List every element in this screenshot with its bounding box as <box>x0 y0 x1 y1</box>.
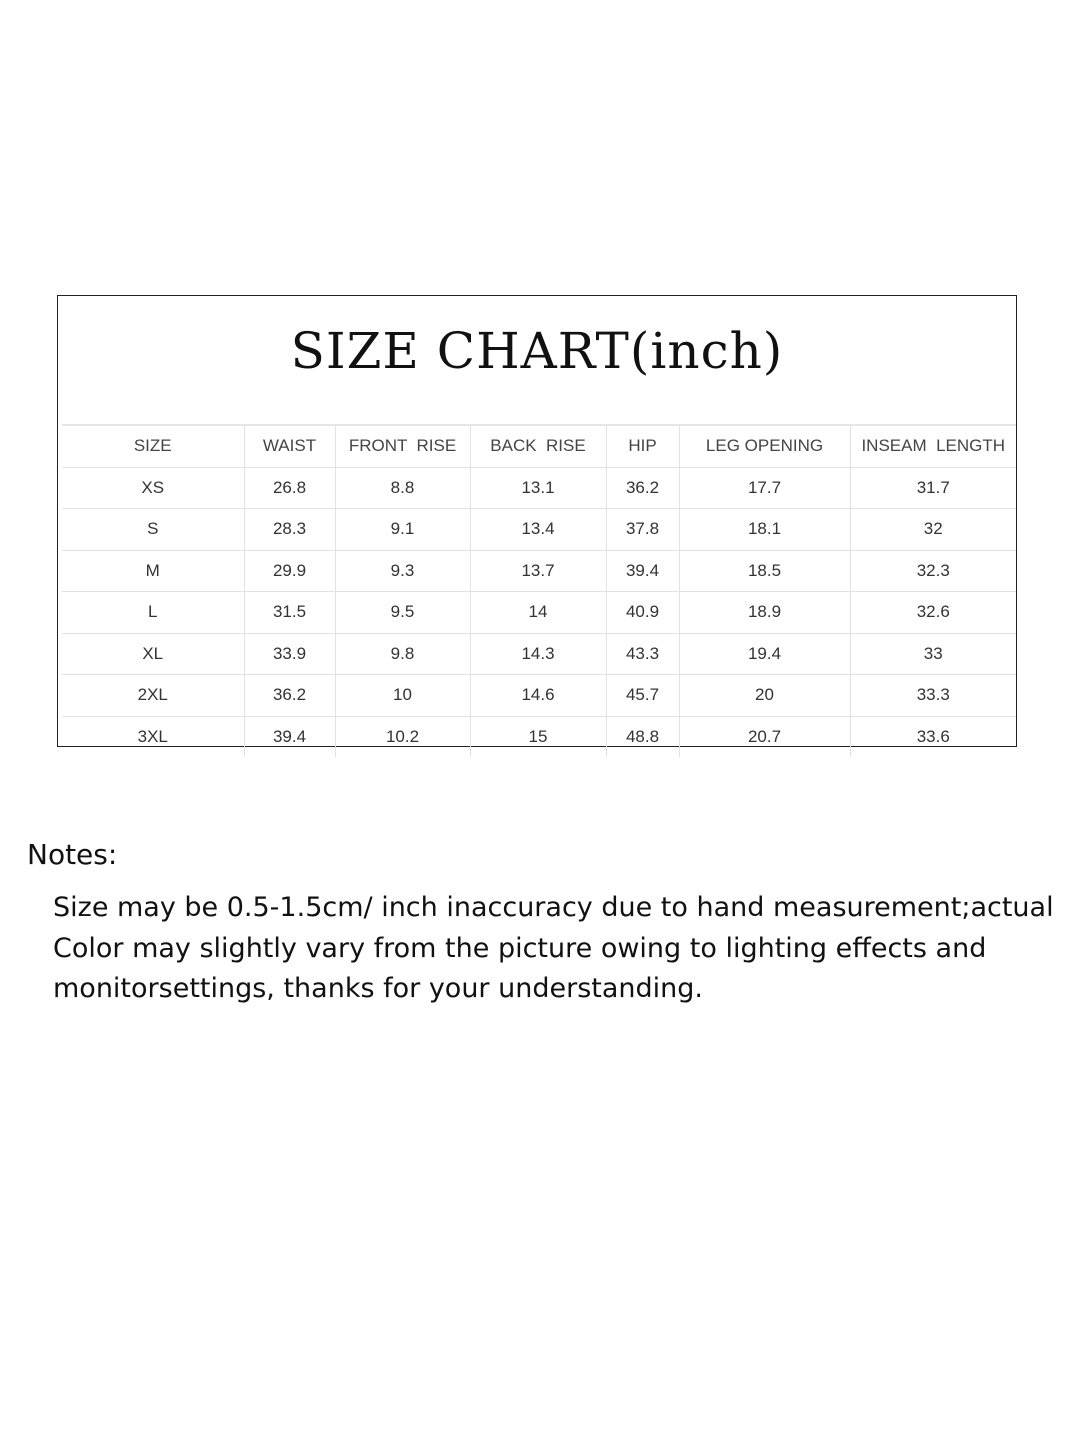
column-header: SIZE <box>62 425 244 467</box>
table-cell: 9.8 <box>335 633 470 675</box>
table-cell: 9.5 <box>335 592 470 634</box>
table-cell: 18.5 <box>679 550 850 592</box>
column-header: FRONT RISE <box>335 425 470 467</box>
table-cell: 28.3 <box>244 509 335 551</box>
table-cell: 26.8 <box>244 467 335 509</box>
notes-line: Color may slightly vary from the picture owing to lighting effects and <box>53 932 987 964</box>
notes-body <box>53 888 1063 1010</box>
table-cell: 20 <box>679 675 850 717</box>
table-row <box>62 592 1016 634</box>
table-cell: 39.4 <box>244 716 335 757</box>
table-cell: 48.8 <box>606 716 679 757</box>
size-chart <box>57 295 1017 747</box>
column-header: BACK RISE <box>470 425 606 467</box>
table-cell: 32.3 <box>850 550 1016 592</box>
table-cell: 20.7 <box>679 716 850 757</box>
table-cell: 39.4 <box>606 550 679 592</box>
table-cell: 10.2 <box>335 716 470 757</box>
table-cell: 40.9 <box>606 592 679 634</box>
table-cell: 33.9 <box>244 633 335 675</box>
column-header: LEG OPENING <box>679 425 850 467</box>
table-cell: 37.8 <box>606 509 679 551</box>
table-cell: 36.2 <box>244 675 335 717</box>
table-cell: M <box>62 550 244 592</box>
table-cell: L <box>62 592 244 634</box>
table-cell: 32 <box>850 509 1016 551</box>
table-cell: 45.7 <box>606 675 679 717</box>
table-cell: 13.7 <box>470 550 606 592</box>
table-cell: 15 <box>470 716 606 757</box>
table-row <box>62 467 1016 509</box>
table-cell: XS <box>62 467 244 509</box>
table-cell: 19.4 <box>679 633 850 675</box>
table-row <box>62 509 1016 551</box>
table-cell: 14 <box>470 592 606 634</box>
table-cell: 32.6 <box>850 592 1016 634</box>
table-cell: 13.4 <box>470 509 606 551</box>
notes-line: monitorsettings, thanks for your understanding. <box>53 973 703 1004</box>
table-cell: 10 <box>335 675 470 717</box>
notes-line: Size may be 0.5-1.5cm/ inch inaccuracy due to hand measurement;actual <box>53 892 1054 923</box>
table-cell: 18.9 <box>679 592 850 634</box>
table-cell: 31.5 <box>244 592 335 634</box>
table-cell: 29.9 <box>244 550 335 592</box>
table-cell: 17.7 <box>679 467 850 509</box>
column-header: WAIST <box>244 425 335 467</box>
table-row <box>62 633 1016 675</box>
table-cell: 2XL <box>62 675 244 717</box>
table-cell: 31.7 <box>850 467 1016 509</box>
table-header-row <box>62 425 1016 467</box>
column-header: INSEAM LENGTH <box>850 425 1016 467</box>
table-cell: S <box>62 509 244 551</box>
table-row <box>62 675 1016 717</box>
table-cell: XL <box>62 633 244 675</box>
table-cell: 36.2 <box>606 467 679 509</box>
chart-title: SIZE CHART(inch) <box>290 322 784 380</box>
table-cell: 18.1 <box>679 509 850 551</box>
notes-heading: Notes: <box>27 838 118 871</box>
table-cell: 43.3 <box>606 633 679 675</box>
table-cell: 14.6 <box>470 675 606 717</box>
table-row <box>62 716 1016 757</box>
table-cell: 14.3 <box>470 633 606 675</box>
table-cell: 33.3 <box>850 675 1016 717</box>
table-cell: 13.1 <box>470 467 606 509</box>
size-table <box>62 424 1016 757</box>
table-cell: 33 <box>850 633 1016 675</box>
table-row <box>62 550 1016 592</box>
table-cell: 3XL <box>62 716 244 757</box>
table-cell: 33.6 <box>850 716 1016 757</box>
table-cell: 9.3 <box>335 550 470 592</box>
table-cell: 8.8 <box>335 467 470 509</box>
column-header: HIP <box>606 425 679 467</box>
table-cell: 9.1 <box>335 509 470 551</box>
